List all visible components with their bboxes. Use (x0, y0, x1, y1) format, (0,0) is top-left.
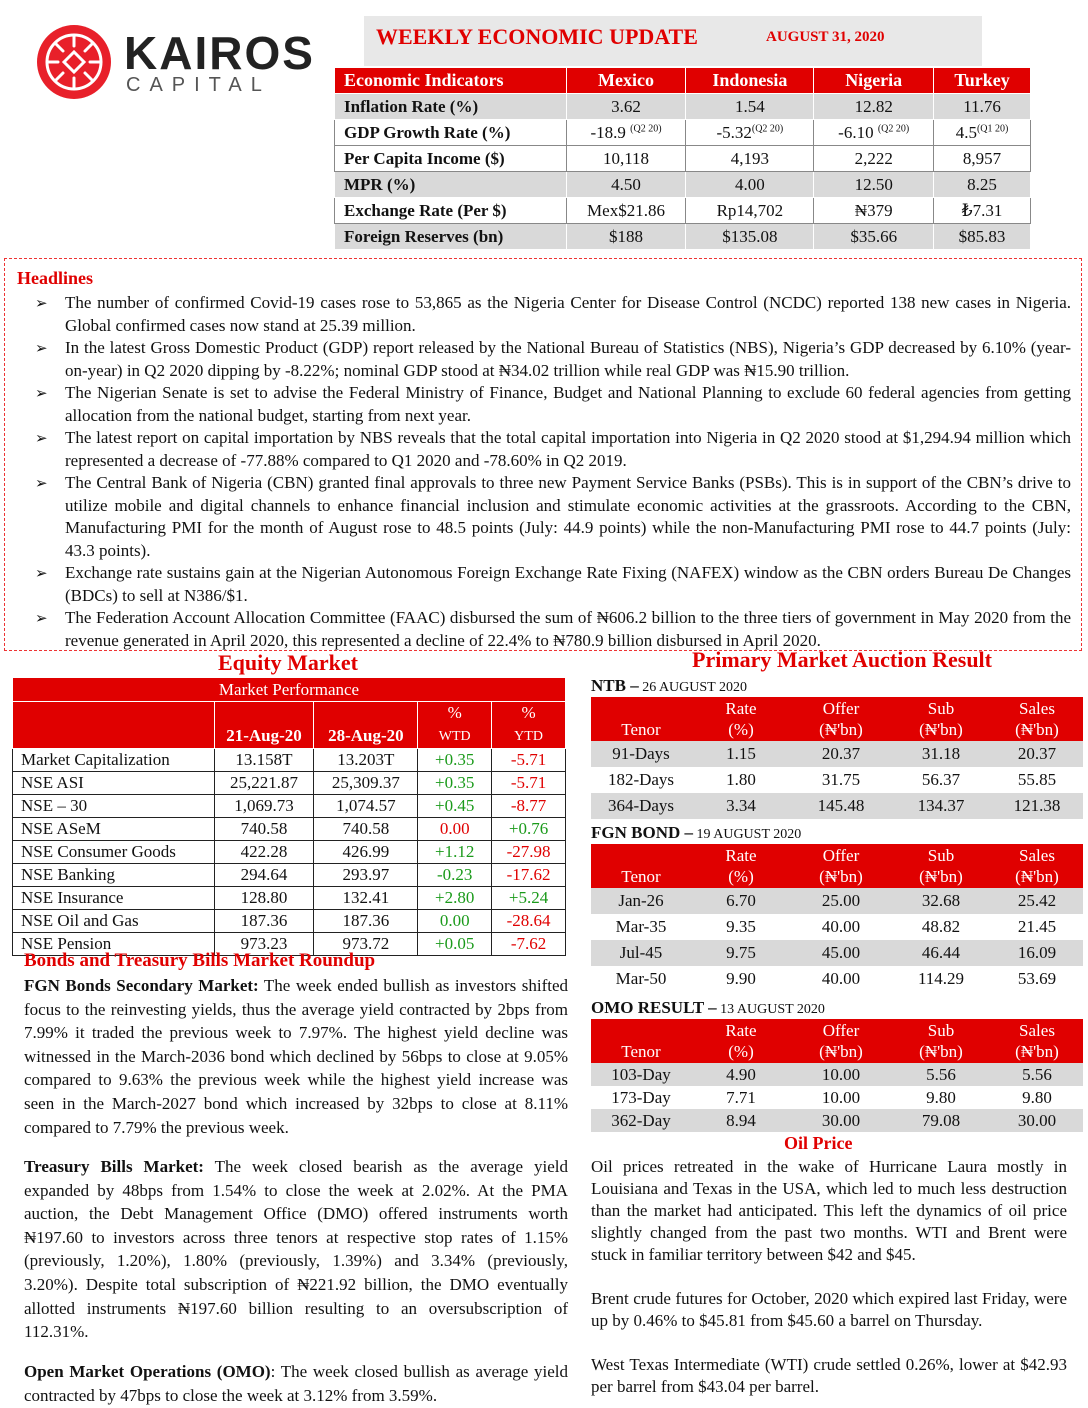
table-cell: 4.90 (691, 1063, 791, 1086)
wti-paragraph: West Texas Intermediate (WTI) crude settled 0.26%, lower at $42.93 per barrel from $43.04 per barrel. (591, 1355, 1067, 1396)
table-row (13, 887, 566, 910)
table-row (591, 793, 1083, 819)
fgn-bond-table (591, 844, 1083, 992)
table-cell: 55.85 (1017, 770, 1057, 789)
paragraph-heading: Open Market Operations (OMO) (24, 1362, 271, 1381)
column-header: Tenor (591, 1019, 691, 1063)
row-label: Exchange Rate (Per $) (335, 198, 567, 224)
row-label: NSE Banking (13, 864, 215, 887)
table-row (13, 818, 566, 841)
table-row (13, 864, 566, 887)
ytd-cell: -17.62 (492, 864, 566, 887)
column-header: Turkey (934, 68, 1031, 94)
period-note: (Q2 20) (751, 122, 784, 134)
table-cell: 4.00 (686, 172, 814, 198)
table-cell: 25.00 (791, 888, 891, 914)
period-note: (Q1 20) (976, 122, 1009, 134)
table-header-row (13, 678, 566, 702)
table-row (13, 772, 566, 795)
report-date: AUGUST 31, 2020 (766, 29, 885, 45)
column-header: % YTD (492, 702, 566, 749)
table-cell: 426.99 (314, 841, 418, 864)
ytd-cell: -8.77 (492, 795, 566, 818)
ytd-cell: +5.24 (492, 887, 566, 910)
table-cell: 9.80 (1022, 1087, 1052, 1107)
table-cell: 973.23 (214, 933, 314, 956)
table-cell: 40.00 (821, 969, 861, 988)
table-cell: 293.97 (314, 864, 418, 887)
wtd-cell: +0.05 (418, 933, 492, 956)
table-cell: 53.69 (1017, 969, 1057, 988)
table-cell: -6.10 $^{(Q2 20)}$ (814, 120, 934, 146)
table-cell: 48.82 (921, 917, 961, 936)
table-cell: 3.62 (566, 94, 686, 120)
table-cell: 11.76 (934, 94, 1031, 120)
table-cell: 25.42 (991, 888, 1083, 914)
table-cell: 187.36 (214, 910, 314, 933)
ytd-cell: -7.62 (492, 933, 566, 956)
table-cell: 91-Days (591, 741, 691, 767)
wtd-cell: +1.12 (418, 841, 492, 864)
report-header (364, 16, 982, 66)
period-note: (Q2 20) (630, 122, 662, 134)
ytd-cell: -5.71 (492, 749, 566, 772)
table-cell: 79.08 (891, 1109, 991, 1132)
table-cell: 25,309.37 (314, 772, 418, 795)
table-cell: 32.68 (891, 888, 991, 914)
table-cell: $35.66 (814, 224, 934, 250)
column-header: Sub (₦'bn) (891, 844, 991, 888)
table-cell: 362-Day (591, 1109, 691, 1132)
column-header: Rate (%) (691, 844, 791, 888)
table-cell: 13.203T (314, 749, 418, 772)
column-header: Sales (₦'bn) (991, 1019, 1083, 1063)
oil-price-title: Oil Price (784, 1133, 853, 1153)
row-label: NSE Pension (13, 933, 215, 956)
table-cell: 30.00 (991, 1109, 1083, 1132)
table-header-row (591, 697, 1083, 741)
table-cell: 1.54 (686, 94, 814, 120)
oil-paragraph: Oil prices retreated in the wake of Hurricane Laura mostly in Louisiana and Texas in the USA, which led to much less destruction than the market had anticipated. This left the dynamics of oil price slightly changed from the past two months. WTI and Brent were stuck in familiar territory between $42 and $45. (591, 1157, 1067, 1264)
table-row (335, 198, 1031, 224)
table-cell: 294.64 (214, 864, 314, 887)
wtd-cell: -0.23 (418, 864, 492, 887)
equity-market-title: Equity Market (218, 650, 358, 675)
table-cell: Jan-26 (591, 888, 691, 914)
list-item: ➢ The Nigerian Senate is set to advise the Federal Ministry of Finance, Budget and National Planning to exclude 60 federal agencies from getting allocation from the national budget, starting from next year. (35, 382, 1071, 427)
ytd-cell: -5.71 (492, 772, 566, 795)
fgn-bond-label: FGN BOND – 19 AUGUST 2020 (591, 823, 802, 842)
list-item: ➢ The Federation Account Allocation Committee (FAAC) disbursed the sum of ₦606.2 billion to the three tiers of government in May 2020 from the revenue generated in April 2020, this represented a decline of 22.4% to ₦780.9 billion disbursed in April 2020. (35, 607, 1071, 652)
table-cell: 1.80 (726, 770, 756, 789)
wtd-cell: +0.35 (418, 772, 492, 795)
headlines-title: Headlines (17, 268, 94, 288)
table-cell: 8.94 (691, 1109, 791, 1132)
list-item: ➢ The latest report on capital importation by NBS reveals that the total capital importation into Nigeria in Q2 2020 stood at $1,294.94 million which represented a decrease of -77.88% compared to Q1 2020 and -78.60% in Q2 2019. (35, 427, 1071, 472)
table-cell: 4,193 (686, 146, 814, 172)
table-cell: 10,118 (566, 146, 686, 172)
table-row (591, 914, 1083, 940)
brent-paragraph: Brent crude futures for October, 2020 which expired last Friday, were up by 0.46% to $45.81 from $45.60 a barrel on Thursday. (591, 1289, 1067, 1330)
table-row (591, 741, 1083, 767)
table-cell: 132.41 (314, 887, 418, 910)
list-item: ➢ The number of confirmed Covid-19 cases rose to 53,865 as the Nigeria Center for Disease Control (NCDC) reported 138 new cases in Nigeria. Global confirmed cases now stand at 25.39 million. (35, 292, 1071, 337)
kairos-logo-icon (36, 24, 112, 100)
table-cell: Rp14,702 (686, 198, 814, 224)
table-cell: 13.158T (214, 749, 314, 772)
table-header-row (591, 844, 1083, 888)
row-label: Foreign Reserves (bn) (335, 224, 567, 250)
table-cell: $85.83 (934, 224, 1031, 250)
wtd-cell: +0.35 (418, 749, 492, 772)
table-cell: 1,074.57 (314, 795, 418, 818)
equity-market-table (12, 677, 566, 956)
row-label: MPR (%) (335, 172, 567, 198)
column-header: Nigeria (814, 68, 934, 94)
column-header: Tenor (591, 844, 691, 888)
column-header: 21-Aug-20 (214, 702, 314, 749)
table-cell: 134.37 (891, 793, 991, 819)
omo-paragraph: Open Market Operations (OMO): The week closed bullish as average yield contracted by 47bps to close the week at 3.12% from 3.59%. (24, 1362, 568, 1405)
table-cell: 1.15 (691, 741, 791, 767)
ntb-table (591, 697, 1083, 819)
wtd-cell: 0.00 (418, 818, 492, 841)
table-row (13, 795, 566, 818)
table-cell: 46.44 (891, 940, 991, 966)
row-label: Inflation Rate (%) (335, 94, 567, 120)
table-cell: Mar-50 (615, 969, 667, 988)
ytd-cell: +0.76 (492, 818, 566, 841)
row-label: Per Capita Income ($) (335, 146, 567, 172)
table-cell: 12.82 (814, 94, 934, 120)
table-cell: 173-Day (611, 1087, 671, 1107)
table-cell: 5.56 (891, 1063, 991, 1086)
ytd-cell: -28.64 (492, 910, 566, 933)
table-cell: ₺7.31 (934, 198, 1031, 224)
table-cell: 740.58 (214, 818, 314, 841)
headlines-box (4, 258, 1082, 651)
row-label: NSE ASI (13, 772, 215, 795)
list-item: ➢ The Central Bank of Nigeria (CBN) granted final approvals to three new Payment Service Banks (PSBs). This is in support of the CBN’s drive to utilize mobile and digital channels to enhance financial inclusion and stimulate economic activities at the grassroots. According to the CBN, Manufacturing PMI for the month of August rose to 48.5 points (July: 44.9 points) while the non-Manufacturing PMI rose to 44.7 points (July: 43.3 points). (35, 472, 1071, 562)
table-cell: 9.75 (691, 940, 791, 966)
row-label: NSE Consumer Goods (13, 841, 215, 864)
table-row (591, 940, 1083, 966)
table-cell: 20.37 (991, 741, 1083, 767)
table-cell: 973.72 (314, 933, 418, 956)
table-cell: 187.36 (314, 910, 418, 933)
table-row (591, 1063, 1083, 1086)
column-header: 28-Aug-20 (314, 702, 418, 749)
table-cell: 422.28 (214, 841, 314, 864)
table-row (591, 1086, 1083, 1109)
table-row (591, 1109, 1083, 1132)
table-cell: $-5.32^{(Q2 20)}$ (686, 120, 814, 146)
table-cell: 114.29 (917, 969, 965, 988)
table-cell: $135.08 (686, 224, 814, 250)
table-cell: $188 (566, 224, 686, 250)
company-logo (36, 22, 326, 102)
ytd-cell: -27.98 (492, 841, 566, 864)
column-header: Sub (₦'bn) (891, 697, 991, 741)
table-cell: $4.5^{(Q1 20)}$ (934, 120, 1031, 146)
column-header: Indonesia (686, 68, 814, 94)
row-label: NSE Insurance (13, 887, 215, 910)
table-cell: 5.56 (991, 1063, 1083, 1086)
column-header: % WTD (418, 702, 492, 749)
period-note: (Q2 20) (877, 122, 910, 134)
table-cell: 182-Days (607, 770, 675, 789)
list-item: ➢ Exchange rate sustains gain at the Nigerian Autonomous Foreign Exchange Rate Fixing (NAFEX) window as the CBN orders Bureau De Changes (BDCs) to sell at N386/$1. (35, 562, 1071, 607)
column-header: Sub (₦'bn) (891, 1019, 991, 1063)
column-header (13, 702, 215, 749)
table-cell: 364-Days (591, 793, 691, 819)
table-row (13, 841, 566, 864)
logo-name: KAIROS (124, 27, 315, 79)
table-row (335, 94, 1031, 120)
table-cell: 10.00 (821, 1087, 861, 1107)
column-header: Tenor (591, 697, 691, 741)
omo-result-label: OMO RESULT – 13 AUGUST 2020 (591, 998, 825, 1017)
table-header-row (591, 1019, 1083, 1063)
column-header: Offer (₦'bn) (791, 1019, 891, 1063)
column-header: Rate (%) (691, 1019, 791, 1063)
treasury-bills-paragraph: Treasury Bills Market: The week closed bearish as the average yield expanded by 48bps from 1.54% to close the week at 2.02%. At the PMA auction, the Debt Management Office (DMO) offered instruments worth ₦197.60 to investors across three tenors at respective stop rates of 1.15% (previously, 1.20%), 1.80% (previously, 1.39%) and 3.34% (previously, 3.20%). Despite total subscription of ₦221.92 billion, the DMO eventually allotted instruments ₦197.60 billion resulting to an oversubscription of 112.31%. (24, 1157, 569, 1342)
table-cell: 45.00 (791, 940, 891, 966)
economic-indicators-table (334, 67, 1031, 250)
table-cell: Jul-45 (591, 940, 691, 966)
table-row (13, 910, 566, 933)
paragraph-heading: Treasury Bills Market: (24, 1157, 204, 1176)
table-cell: 25,221.87 (214, 772, 314, 795)
table-row (335, 224, 1031, 250)
table-row (13, 749, 566, 772)
table-cell: -18.9 $^{(Q2 20)}$ (566, 120, 686, 146)
row-label: Market Capitalization (13, 749, 215, 772)
row-label: GDP Growth Rate (%) (335, 120, 567, 146)
table-cell: 2,222 (814, 146, 934, 172)
primary-market-title: Primary Market Auction Result (692, 647, 992, 672)
column-header: Rate (%) (691, 697, 791, 741)
table-cell: 31.75 (821, 770, 861, 789)
column-header: Sales (₦'bn) (991, 844, 1083, 888)
table-cell: 10.00 (791, 1063, 891, 1086)
table-cell: 121.38 (991, 793, 1083, 819)
table-row (591, 767, 1083, 793)
table-cell: 20.37 (791, 741, 891, 767)
table-cell: 145.48 (791, 793, 891, 819)
table-cell: 7.71 (726, 1087, 756, 1107)
table-cell: Mar-35 (615, 917, 667, 936)
table-cell: 12.50 (814, 172, 934, 198)
ntb-label: NTB – 26 AUGUST 2020 (591, 676, 747, 695)
headlines-list (35, 292, 1071, 652)
market-performance-header: Market Performance (13, 678, 566, 702)
table-cell: 56.37 (921, 770, 961, 789)
bonds-roundup-title: Bonds and Treasury Bills Market Roundup (24, 950, 376, 971)
table-header-row (335, 68, 1031, 94)
table-cell: 3.34 (691, 793, 791, 819)
column-header: Offer (₦'bn) (791, 697, 891, 741)
table-header-row (13, 702, 566, 749)
table-cell: Mex$21.86 (566, 198, 686, 224)
paragraph-heading: FGN Bonds Secondary Market: (24, 976, 259, 995)
wtd-cell: +2.80 (418, 887, 492, 910)
row-label: NSE ASeM (13, 818, 215, 841)
column-header: Economic Indicators (335, 68, 567, 94)
table-row (335, 146, 1031, 172)
table-cell: 31.18 (891, 741, 991, 767)
table-cell: 21.45 (1017, 917, 1057, 936)
fgn-bonds-paragraph: FGN Bonds Secondary Market: The week ended bullish as investors shifted focus to the reinvesting yields, thus the average yield contracted by 2bps from 7.99% it traded the previous week to 7.97%. The highest yield decline was witnessed in the March-2036 bond which declined by 56bps to close at 9.05% compared to 9.63% the previous week while the highest yield increase was seen in the March-2027 bond which increased by 32bps to close at 8.11% compared to 7.79% the previous week. (24, 976, 568, 1137)
wtd-cell: +0.45 (418, 795, 492, 818)
table-cell: 6.70 (691, 888, 791, 914)
column-header: Offer (₦'bn) (791, 844, 891, 888)
row-label: NSE – 30 (13, 795, 215, 818)
table-cell: 740.58 (314, 818, 418, 841)
wtd-cell: 0.00 (418, 910, 492, 933)
logo-subtitle: CAPITAL (126, 74, 271, 96)
table-row (591, 888, 1083, 914)
table-row (335, 172, 1031, 198)
omo-result-table (591, 1019, 1083, 1132)
table-cell: 9.90 (726, 969, 756, 988)
table-cell: 8.25 (934, 172, 1031, 198)
row-label: NSE Oil and Gas (13, 910, 215, 933)
table-cell: ₦379 (814, 198, 934, 224)
table-cell: 128.80 (214, 887, 314, 910)
table-cell: 30.00 (791, 1109, 891, 1132)
list-item: ➢ In the latest Gross Domestic Product (GDP) report released by the National Bureau of Statistics (NBS), Nigeria’s GDP decreased by 6.10% (year-on-year) in Q2 2020 dipping by -8.22%; nominal GDP stood at ₦34.02 trillion while real GDP was ₦15.90 trillion. (35, 337, 1071, 382)
column-header: Mexico (566, 68, 686, 94)
table-cell: 40.00 (821, 917, 861, 936)
table-cell: 9.35 (726, 917, 756, 936)
report-title: WEEKLY ECONOMIC UPDATE (376, 24, 698, 49)
table-row (591, 966, 1083, 992)
table-row (335, 120, 1031, 146)
column-header: Sales (₦'bn) (991, 697, 1083, 741)
table-cell: 103-Day (591, 1063, 691, 1086)
table-cell: 1,069.73 (214, 795, 314, 818)
table-cell: 16.09 (991, 940, 1083, 966)
table-cell: 8,957 (934, 146, 1031, 172)
table-cell: 9.80 (926, 1087, 956, 1107)
table-cell: 4.50 (566, 172, 686, 198)
